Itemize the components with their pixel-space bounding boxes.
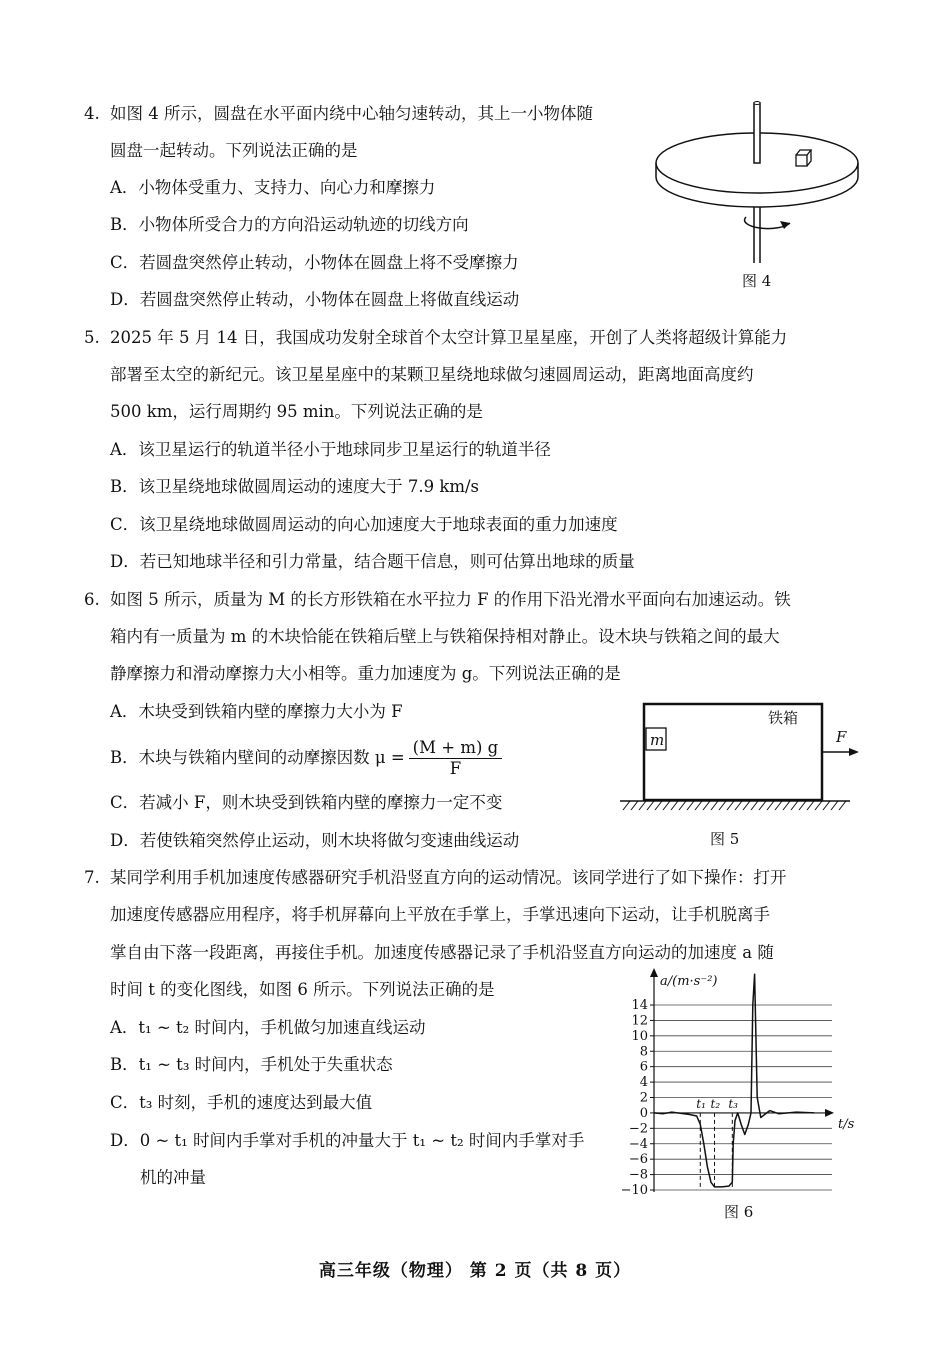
figure-6-caption: 图 6 [724,1203,754,1221]
q7-stem-line3: 掌自由下落一段距离，再接住手机。加速度传感器记录了手机沿竖直方向运动的加速度 a 随 [110,943,774,962]
q6-number: 6. [84,590,100,609]
y-tick-label-2: 10 [631,1028,648,1044]
q5-option-a: A．该卫星运行的轨道半径小于地球同步卫星运行的轨道半径 [110,440,551,459]
y-tick-label-4: 6 [639,1059,648,1075]
q5-option-c: C．该卫星绕地球做圆周运动的向心加速度大于地球表面的重力加速度 [110,515,618,534]
q7-stem-line1: 某同学利用手机加速度传感器研究手机沿竖直方向的运动情况。该同学进行了如下操作：打开 [110,868,787,887]
force-arrow-head [849,748,859,756]
figure-4-caption: 图 4 [742,272,772,290]
q5-stem-line2: 部署至太空的新纪元。该卫星星座中的某颗卫星绕地球做匀速圆周运动，距离地面高度约 [110,365,754,384]
figure-4-disk [650,95,860,270]
q7-number: 7. [84,868,100,887]
q4-number: 4. [84,104,100,123]
axle-top [754,103,760,163]
q4-stem-line1: 如图 4 所示，圆盘在水平面内绕中心轴匀速转动，其上一小物体随 [110,104,593,123]
y-tick-label-10: −6 [628,1152,648,1168]
figure-6-chart [612,968,862,1200]
marker-label-2: t₃ [728,1096,738,1111]
wood-block-label: m [650,731,665,749]
y-tick-label-1: 12 [631,1013,648,1029]
y-tick-label-11: −8 [628,1167,648,1183]
q6-stem-line1: 如图 5 所示，质量为 M 的长方形铁箱在水平拉力 F 的作用下沿光滑水平面向右加速运动。铁 [110,590,791,609]
q7-option-c: C．t₃ 时刻，手机的速度达到最大值 [110,1093,373,1112]
ground-hatching [623,801,846,810]
q7-option-d: D．0 ~ t₁ 时间内手掌对手机的冲量大于 t₁ ~ t₂ 时间内手掌对手 [110,1131,585,1150]
q6-stem-line2: 箱内有一质量为 m 的木块恰能在铁箱后壁上与铁箱保持相对静止。设木块与铁箱之间的最大 [110,627,780,646]
q6-option-b-fraction [409,738,503,779]
q5-number: 5. [84,328,100,347]
force-label: F [836,728,847,746]
q5-option-d: D．若已知地球半径和引力常量，结合题干信息，则可估算出地球的质量 [110,552,635,571]
q6-option-d: D．若使铁箱突然停止运动，则木块将做匀变速曲线运动 [110,831,520,850]
series-a-curve [654,974,814,1187]
q7-option-b: B．t₁ ~ t₃ 时间内，手机处于失重状态 [110,1055,393,1074]
q4-option-c: C．若圆盘突然停止转动，小物体在圆盘上将不受摩擦力 [110,253,519,272]
q5-stem-line3: 500 km，运行周期约 95 min。下列说法正确的是 [110,402,483,421]
q5-option-b: B．该卫星绕地球做圆周运动的速度大于 7.9 km/s [110,477,480,496]
x-axis-arrow [825,1109,834,1117]
y-tick-label-3: 8 [639,1044,648,1060]
y-tick-label-0: 14 [631,998,648,1013]
marker-label-0: t₁ [696,1096,706,1111]
y-tick-label-12: −10 [620,1183,648,1198]
q4-option-a: A．小物体受重力、支持力、向心力和摩擦力 [110,178,436,197]
iron-box-label: 铁箱 [768,709,799,727]
q6-stem-line3: 静摩擦力和滑动摩擦力大小相等。重力加速度为 g。下列说法正确的是 [110,664,621,683]
q6-option-a: A．木块受到铁箱内壁的摩擦力大小为 F [110,702,403,721]
q7-option-a: A．t₁ ~ t₂ 时间内，手机做匀加速直线运动 [110,1018,426,1037]
q6-fraction-denominator: F [449,759,462,778]
y-axis-arrow [650,968,658,977]
page-footer: 高三年级（物理） 第 2 页（共 8 页） [318,1261,632,1281]
y-tick-label-8: −2 [628,1121,648,1137]
q7-stem-line2: 加速度传感器应用程序，将手机屏幕向上平放在手掌上，手掌迅速向下运动，让手机脱离手 [110,905,770,924]
marker-label-1: t₂ [710,1096,721,1111]
y-tick-label-5: 4 [639,1075,648,1091]
q4-option-d: D．若圆盘突然停止转动，小物体在圆盘上将做直线运动 [110,290,520,309]
q6-fraction-numerator: (M + m) g [409,738,503,759]
axle-cap [754,102,760,105]
q4-stem-line2: 圆盘一起转动。下列说法正确的是 [110,141,358,160]
q6-option-b-text: B．木块与铁箱内壁间的动摩擦因数 μ = [110,748,405,767]
y-tick-label-6: 2 [639,1090,648,1106]
q7-option-d-cont: 机的冲量 [140,1168,206,1187]
figure-5-iron-box [615,700,865,820]
q6-option-b [110,737,502,779]
y-tick-label-7: 0 [639,1105,648,1121]
y-axis-label: a/(m·s⁻²) [660,974,718,989]
y-tick-label-9: −4 [628,1136,648,1152]
figure-5-caption: 图 5 [710,830,740,848]
x-axis-label: t/s [838,1116,855,1132]
q5-stem-line1: 2025 年 5 月 14 日，我国成功发射全球首个太空计算卫星星座，开创了人类将超级计算能力 [110,328,788,347]
q6-option-c: C．若减小 F，则木块受到铁箱内壁的摩擦力一定不变 [110,793,503,812]
q7-stem-line4: 时间 t 的变化图线，如图 6 所示。下列说法正确的是 [110,980,495,999]
q4-option-b: B．小物体所受合力的方向沿运动轨迹的切线方向 [110,215,469,234]
